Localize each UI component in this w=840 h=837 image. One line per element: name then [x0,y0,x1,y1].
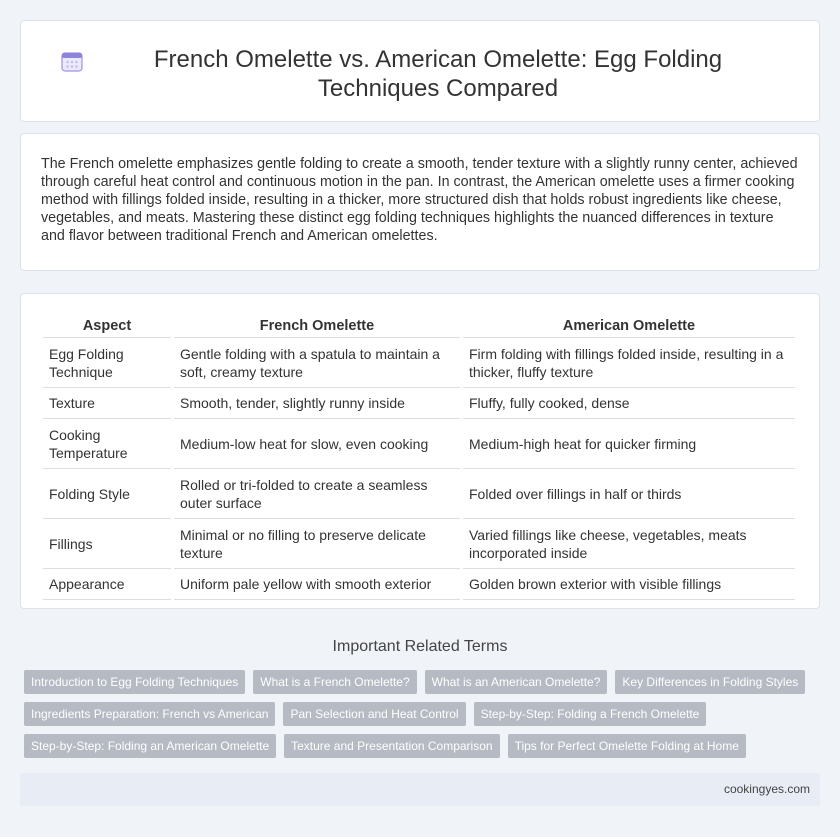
table-header-row [43,314,795,338]
related-term-tag[interactable]: Step-by-Step: Folding a French Omelette [474,702,707,726]
cell-american: Varied fillings like cheese, vegetables, meats incorporated inside [463,519,795,569]
footer [20,773,820,806]
cell-french: Gentle folding with a spatula to maintain a soft, creamy texture [174,338,460,388]
header-aspect: Aspect [43,314,171,338]
related-term-tag[interactable]: What is an American Omelette? [425,670,608,694]
comparison-table [40,314,798,600]
cell-aspect: Egg Folding Technique [43,338,171,388]
related-term-tag[interactable]: Ingredients Preparation: French vs American [24,702,275,726]
cell-french: Rolled or tri-folded to create a seamless outer surface [174,469,460,519]
cell-american: Fluffy, fully cooked, dense [463,388,795,419]
table-row [43,519,795,569]
related-term-tag[interactable]: What is a French Omelette? [253,670,416,694]
calendar-icon [61,50,83,72]
cell-french: Medium-low heat for slow, even cooking [174,419,460,469]
related-term-tag[interactable]: Tips for Perfect Omelette Folding at Home [508,734,746,758]
cell-aspect: Fillings [43,519,171,569]
table-row [43,388,795,419]
header-french: French Omelette [174,314,460,338]
related-term-tag[interactable]: Step-by-Step: Folding an American Omelette [24,734,276,758]
cell-aspect: Texture [43,388,171,419]
table-row [43,469,795,519]
cell-french: Minimal or no filling to preserve delicate texture [174,519,460,569]
cell-aspect: Appearance [43,569,171,600]
intro-card [20,133,820,271]
title-card [20,20,820,122]
cell-french: Uniform pale yellow with smooth exterior [174,569,460,600]
intro-paragraph: The French omelette emphasizes gentle folding to create a smooth, tender texture with a slightly runny center, achieved through careful heat control and continuous motion in the pan. In contrast, the American omelette uses a firmer cooking method with fillings folded inside, resulting in a thicker, more structured dish that holds robust ingredients like cheese, vegetables, and meats. Mastering these distinct egg folding techniques highlights the nuanced differences in texture and flavor between traditional French and American omelettes. [41,156,798,244]
cell-american: Golden brown exterior with visible fillings [463,569,795,600]
related-term-tag[interactable]: Key Differences in Folding Styles [615,670,805,694]
footer-site-link[interactable]: cookingyes.com [723,782,810,796]
related-terms-title: Important Related Terms [332,638,508,655]
cell-american: Medium-high heat for quicker firming [463,419,795,469]
related-term-tag[interactable]: Introduction to Egg Folding Techniques [24,670,245,694]
table-row [43,569,795,600]
related-terms-list [24,670,824,766]
cell-aspect: Cooking Temperature [43,419,171,469]
cell-american: Firm folding with fillings folded inside, resulting in a thicker, fluffy texture [463,338,795,388]
related-term-tag[interactable]: Texture and Presentation Comparison [284,734,499,758]
cell-aspect: Folding Style [43,469,171,519]
cell-american: Folded over fillings in half or thirds [463,469,795,519]
table-row [43,338,795,388]
related-term-tag[interactable]: Pan Selection and Heat Control [283,702,465,726]
page-title: French Omelette vs. American Omelette: Egg Folding Techniques Compared [153,46,723,102]
comparison-card [20,293,820,609]
cell-french: Smooth, tender, slightly runny inside [174,388,460,419]
header-american: American Omelette [463,314,795,338]
table-row [43,419,795,469]
